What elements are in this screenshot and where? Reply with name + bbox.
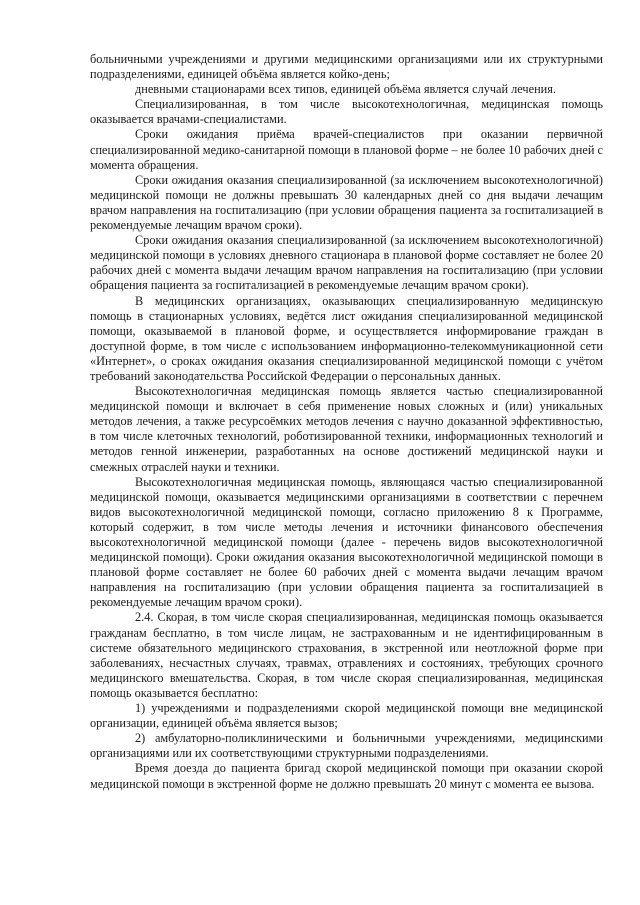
paragraph-hospital-units: больничными учреждениями и другими медицинскими организациями или их структурными подразделениями, единицей объёма является койко-день; — [90, 52, 603, 82]
paragraph-day-hospitals: дневными стационарами всех типов, единицей объёма является случай лечения. — [135, 82, 556, 97]
document-page — [90, 52, 603, 792]
paragraph-specialized-wait-30: Сроки ожидания оказания специализированной (за исключением высокотехнологичной) медицинской помощи не должны превышать 30 календарных дней со дня выдачи лечащим врачом направления на госпитализацию (при условии обращения пациента за госпитализацией в рекомендуемые лечащим врачом сроки). — [90, 172, 603, 233]
paragraph-emergency-care: 2.4. Скорая, в том числе скорая специализированная, медицинская помощь оказывается гражданам бесплатно, в том числе лицам, не застрахованным и не идентифицированным в системе обязательного медицинского страхования, в экстренной или неотложной форме при заболеваниях, несчастных случаях, травмах, отравлениях и состояниях, требующих срочного медицинского вмешательства. Скорая, в том числе скорая специализированная, медицинская помощь оказывается бесплатно: — [90, 610, 603, 700]
paragraph-arrival-time: Время доезда до пациента бригад скорой медицинской помощи при оказании скорой медицинской помощи в экстренной форме не должно превышать 20 минут с момента ее вызова. — [90, 761, 603, 791]
paragraph-emergency-units: 1) учреждениями и подразделениями скорой медицинской помощи вне медицинской организации, единицей объёма является вызов; — [90, 701, 603, 731]
paragraph-high-tech-provision: Высокотехнологичная медицинская помощь, являющаяся частью специализированной медицинской помощи, оказывается медицинскими организациями в соответствии с перечнем видов высокотехнологичной медицинской помощи, согласно приложению 8 к Программе, который содержит, в том числе методы лечения и источники финансового обеспечения высокотехнологичной медицинской помощи (далее - перечень видов высокотехнологичной медицинской помощи). Сроки ожидания оказания высокотехнологичной медицинской помощи в плановой форме составляет не более 60 рабочих дней с момента выдачи лечащим врачом направления на госпитализацию (при условии обращения пациента за госпитализацией в рекомендуемые лечащим врачом сроки). — [90, 474, 603, 610]
paragraph-emergency-outpatient: 2) амбулаторно-поликлиническими и больничными учреждениями, медицинскими организациями или их соответствующими структурными подразделениями. — [90, 731, 603, 761]
paragraph-specialist-wait: Сроки ожидания приёма врачей-специалистов при оказании первичной специализированной медико-санитарной помощи в плановой форме – не более 10 рабочих дней с момента обращения. — [90, 127, 603, 172]
paragraph-day-hospital-wait-20: Сроки ожидания оказания специализированной (за исключением высокотехнологичной) медицинской помощи в условиях дневного стационара в плановой форме составляет не более 20 рабочих дней с момента выдачи лечащим врачом направления на госпитализацию (при условии обращения пациента за госпитализацией в рекомендуемые лечащим врачом сроки). — [90, 233, 603, 293]
paragraph-high-tech-definition: Высокотехнологичная медицинская помощь является частью специализированной медицинской помощи и включает в себя применение новых сложных и (или) уникальных методов лечения, а также ресурсоёмких методов лечения с научно доказанной эффективностью, в том числе клеточных технологий, роботизированной техники, информационных технологий и методов генной инженерии, разработанных на основе достижений медицинской науки и смежных отраслей науки и техники. — [90, 384, 603, 474]
paragraph-waiting-list: В медицинских организациях, оказывающих специализированную медицинскую помощь в стационарных условиях, ведётся лист ожидания специализированной медицинской помощи, оказываемой в плановой форме, и осуществляется информирование граждан в доступной форме, в том числе с использованием информационно-телекоммуникационной сети «Интернет», о сроках ожидания оказания специализированной медицинской помощи с учётом требований законодательства Российской Федерации о персональных данных. — [90, 293, 603, 383]
paragraph-specialized-care: Специализированная, в том числе высокотехнологичная, медицинская помощь оказывается врачами-специалистами. — [90, 97, 603, 127]
